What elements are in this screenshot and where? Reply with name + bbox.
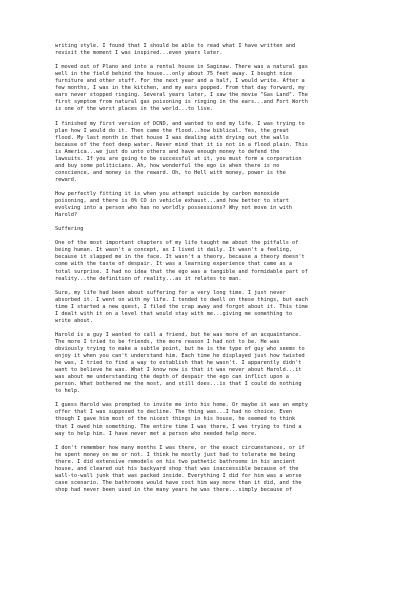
- paragraph-harold-friend: Harold is a guy I wanted to call a friend, but he was more of an acquaintance. The more I tried to be friends, the more reason I had not to be. He was obviously trying to make a subtle point, but he is the type of guy who seems to enjoy it when you can't understand him. Each time he displayed just how twisted he was, I tried to find a way to establish that he wasn't. I apparently didn't want to believe he was. What I know now is that it was never about Harold...it was about me understanding the depth of despair the ego can inflict upon a person. What bothered me the most, and still does...is that I could do nothing to help.: [55, 331, 305, 395]
- paragraph-pitfalls: One of the most important chapters of my life taught me about the pitfalls of being human. It wasn't a concept, as I lived it daily. It wasn't a feeling, because it slapped me in the face. It wasn't a theory, because a theory doesn't come with the taste of despair. It was a learning experience that came as a total surprise. I had no idea that the ego was a tangible and formidable part of reality...the definition of reality...as it relates to man.: [55, 240, 308, 282]
- paragraph-flood: I finished my first version of DCND, and wanted to end my life. I was trying to plan how I would do it. Then came the flood...how biblical. Yes, the great flood. My last month in that house I was dealing with drying out the walls because of the foot deep water. Never mind that it is not in a flood plain. This is America...we just do unto others and have enough money to defend the lawsuits. If you are going to be successful at it, you must form a corporation and buy some politicians. Ah, how wonderful the ego is when there is no conscience, and money is the reward. Oh, to Hell with money, power is the reward.: [55, 120, 308, 183]
- paragraph-writing-style: writing style. I found that I should be able to read what I have written and revisit the moment I was inspired...even years later.: [55, 43, 296, 57]
- paragraph-suffering-history: Sure, my life had been about suffering for a very long time. I just never absorbed it. I went on with my life. I tended to dwell on these things, but each time I started a new quest, I filed the crap away and forgot about it. This time I dealt with it on a level that would stay with me...giving me something to write about.: [55, 289, 308, 324]
- paragraph-saginaw-move: I moved out of Plano and into a rental house in Saginaw. There was a natural gas well in the field behind the house...only about 75 feet away. I bought nice furniture and other stuff. For the next year and a half, I would write. After a few months, I was in the kitchen, and my ears popped. From that day forward, my ears never stopped ringing. Several years later, I saw the movie "Gas Land". The first symptom from natural gas poisoning is ringing in the ears...and Fort Worth is one of the worst places in the world...to live.: [55, 64, 308, 113]
- paragraph-harold-move: How perfectly fitting it is when you attempt suicide by carbon monoxide poisoning, and there is 0% CO in vehicle exhaust...and how better to start evolving into a person who has no worldly possessions? Why not move in with Harold?: [55, 190, 293, 219]
- document-body: [55, 43, 373, 501]
- paragraph-remodels: I don't remember how many months I was there, or the exact circumstances, or if he spent money on me or not. I think he mostly just had to tolerate me being there. I did extensive remodels on his two pathetic bathrooms in his ancient house, and cleared out his backyard shop that was inaccessible because of the wall-to-wall junk that was packed inside. Everything I did for him was a worse case scenario. The bathrooms would have cost him way more than it did, and the shop had never been used in the many years he was there...simply because of: [55, 444, 305, 493]
- section-heading-suffering: Suffering: [55, 226, 84, 233]
- paragraph-invitation: I guess Harold was prompted to invite me into his home. Or maybe it was an empty offer that I was supposed to decline. The thing was...I had no choice. Even though I gave him most of the nicest things in his house, he seemed to think that I owed him something. The entire time I was there, I was trying to find a way to help him. I have never met a person who needed help more.: [55, 402, 308, 437]
